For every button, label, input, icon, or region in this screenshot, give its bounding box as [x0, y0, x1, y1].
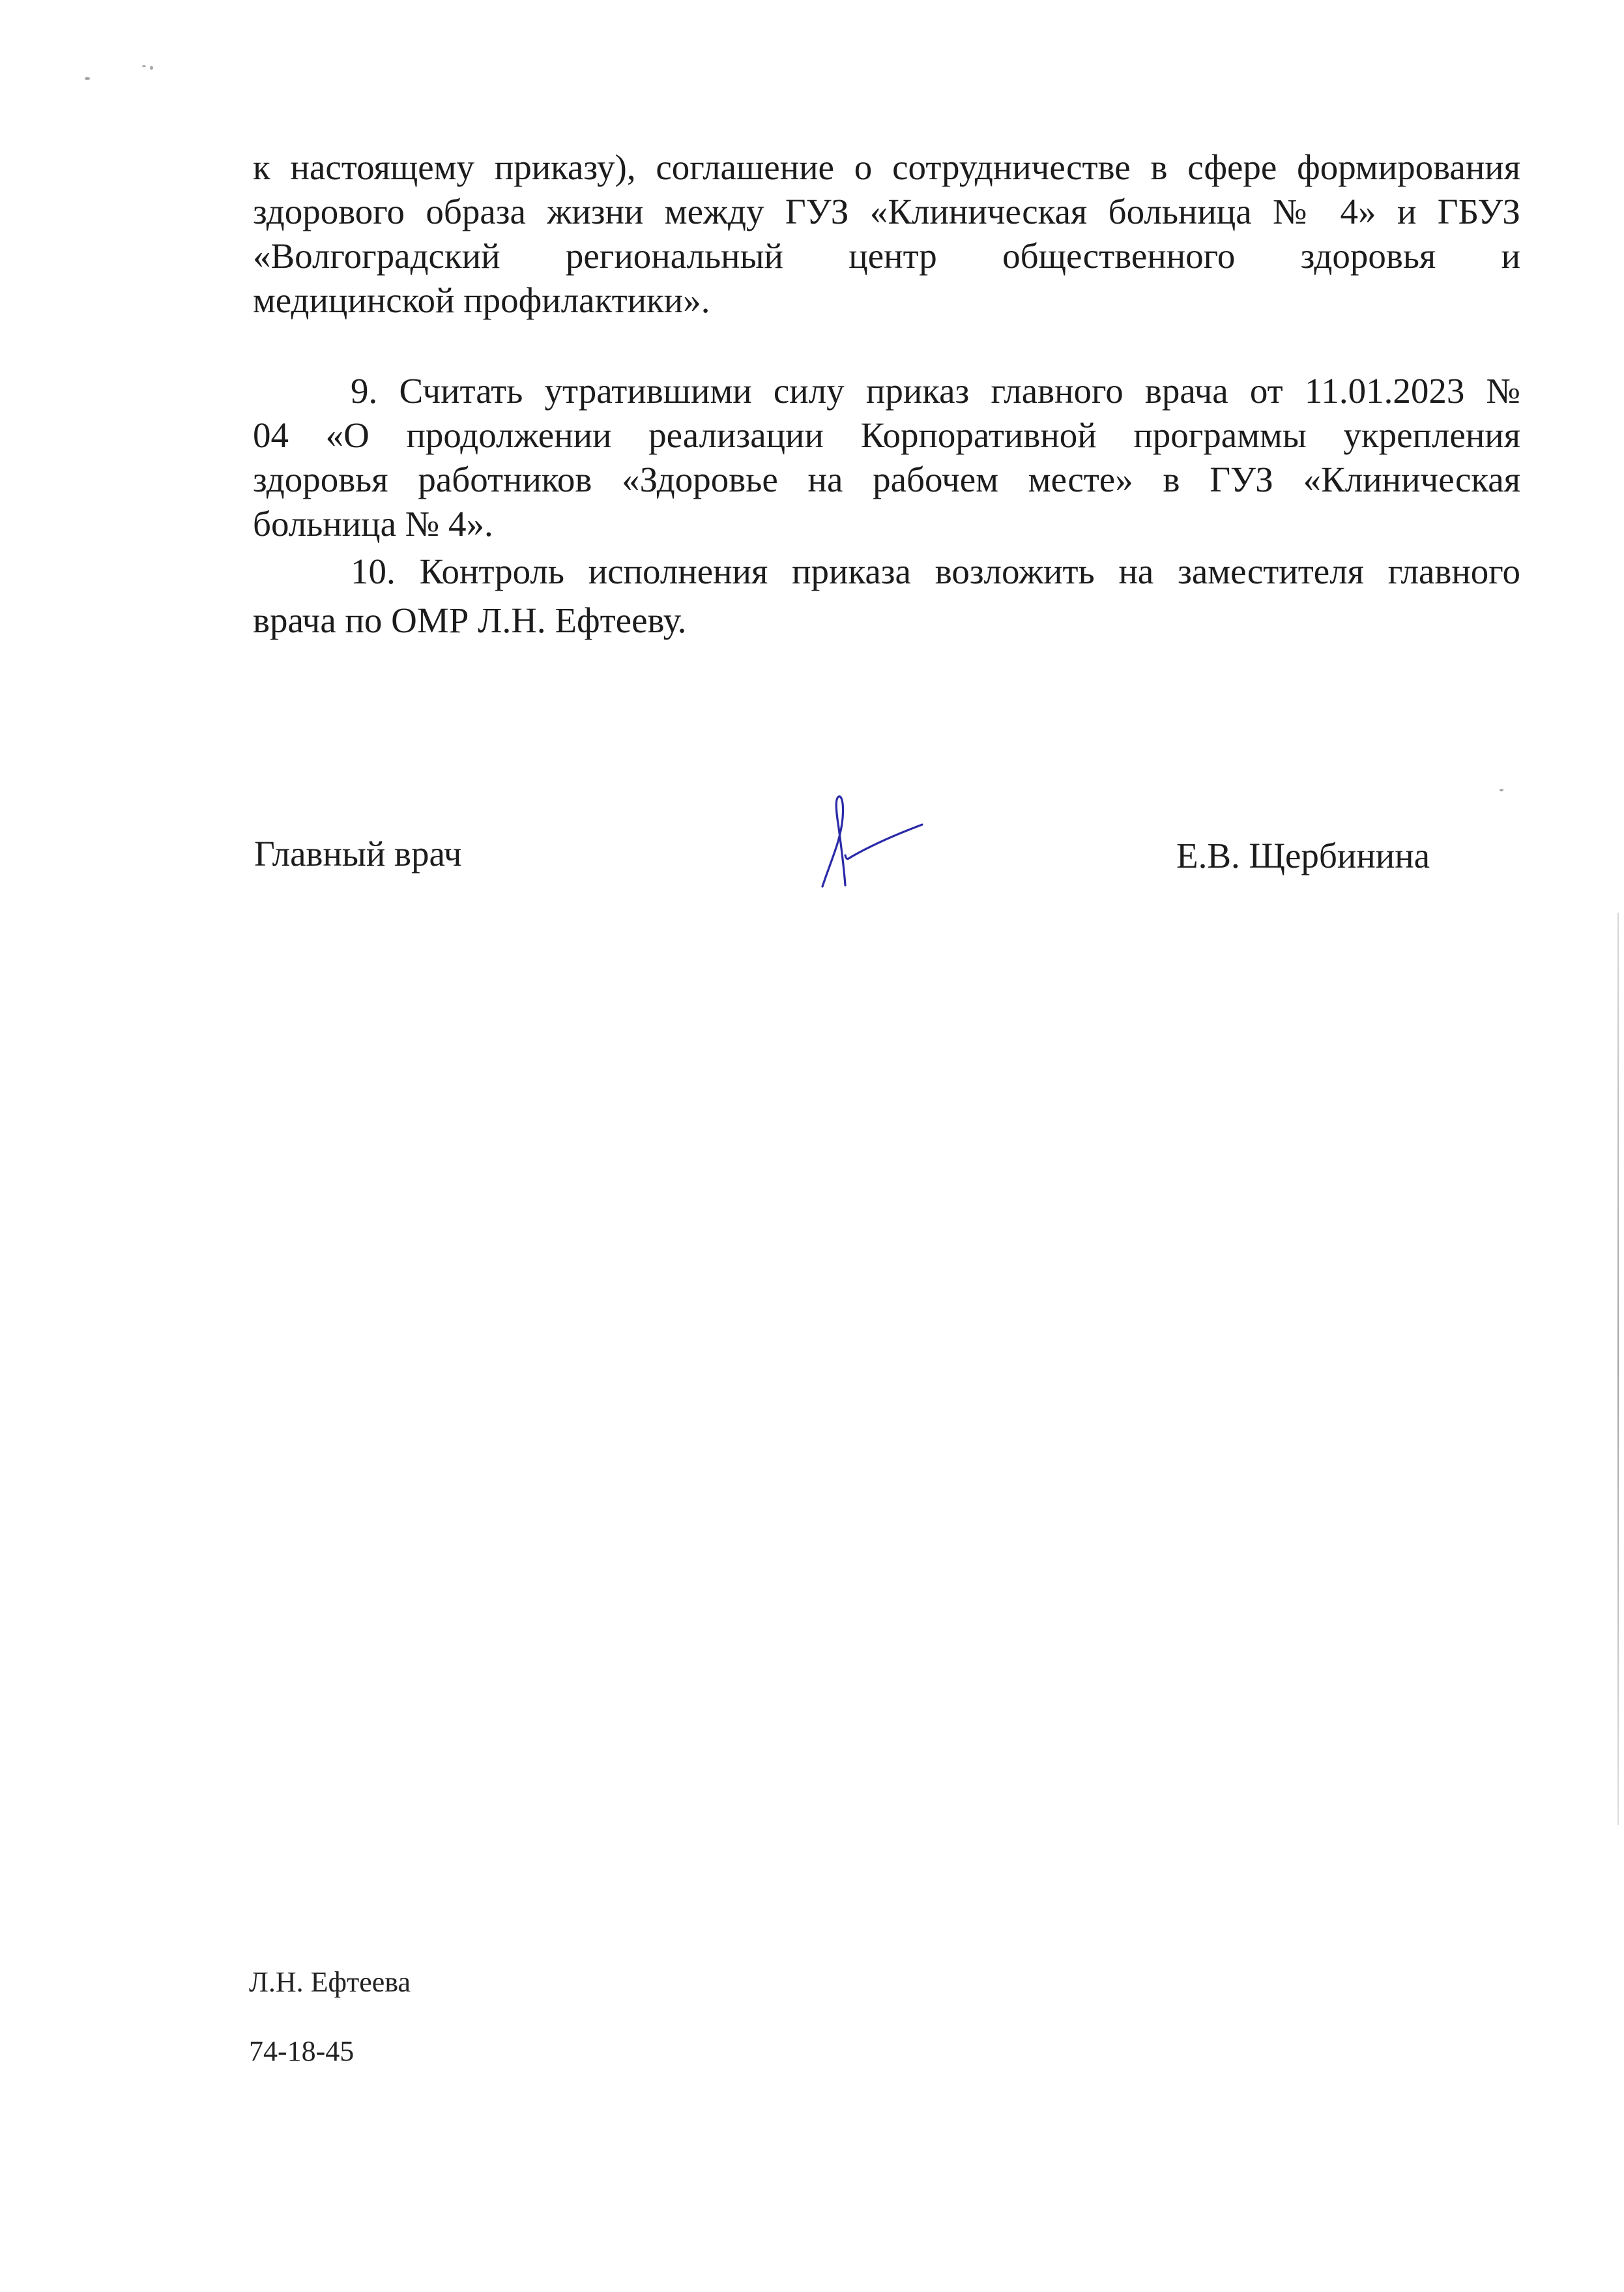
- text-line: здоровья работников «Здоровье на рабочем месте» в ГУЗ «Клиническая: [253, 460, 1520, 499]
- text-line: к настоящему приказу), соглашение о сотрудничестве в сфере формирования: [253, 147, 1520, 187]
- text-line: 04 «О продолжении реализации Корпоративной программы укрепления: [253, 415, 1520, 455]
- scan-edge-line: [1617, 913, 1619, 1825]
- signature-stroke-loop: [822, 797, 845, 887]
- executor-phone: 74-18-45: [249, 2035, 355, 2067]
- signature-stroke-tail: [845, 825, 922, 859]
- scan-speck: [1500, 789, 1503, 791]
- scan-speck: [85, 77, 90, 80]
- text-line: 10. Контроль исполнения приказа возложить на заместителя главного: [351, 551, 1520, 591]
- scan-speck: [150, 66, 153, 70]
- text-line: медицинской профилактики».: [253, 280, 710, 320]
- text-line: врача по ОМР Л.Н. Ефтееву.: [253, 600, 687, 640]
- text-line: «Волгоградский региональный центр общественного здоровья и: [253, 236, 1520, 276]
- text-line: больница № 4».: [253, 504, 493, 544]
- text-line: 9. Считать утратившими силу приказ главного врача от 11.01.2023 №: [351, 371, 1520, 411]
- signatory-name: Е.В. Щербинина: [1176, 836, 1430, 875]
- executor-name: Л.Н. Ефтеева: [249, 1966, 411, 1998]
- signatory-position: Главный врач: [254, 834, 462, 874]
- text-line: здорового образа жизни между ГУЗ «Клиническая больница № 4» и ГБУЗ: [253, 192, 1520, 231]
- handwritten-signature: [805, 782, 935, 900]
- scan-speck: [142, 65, 146, 67]
